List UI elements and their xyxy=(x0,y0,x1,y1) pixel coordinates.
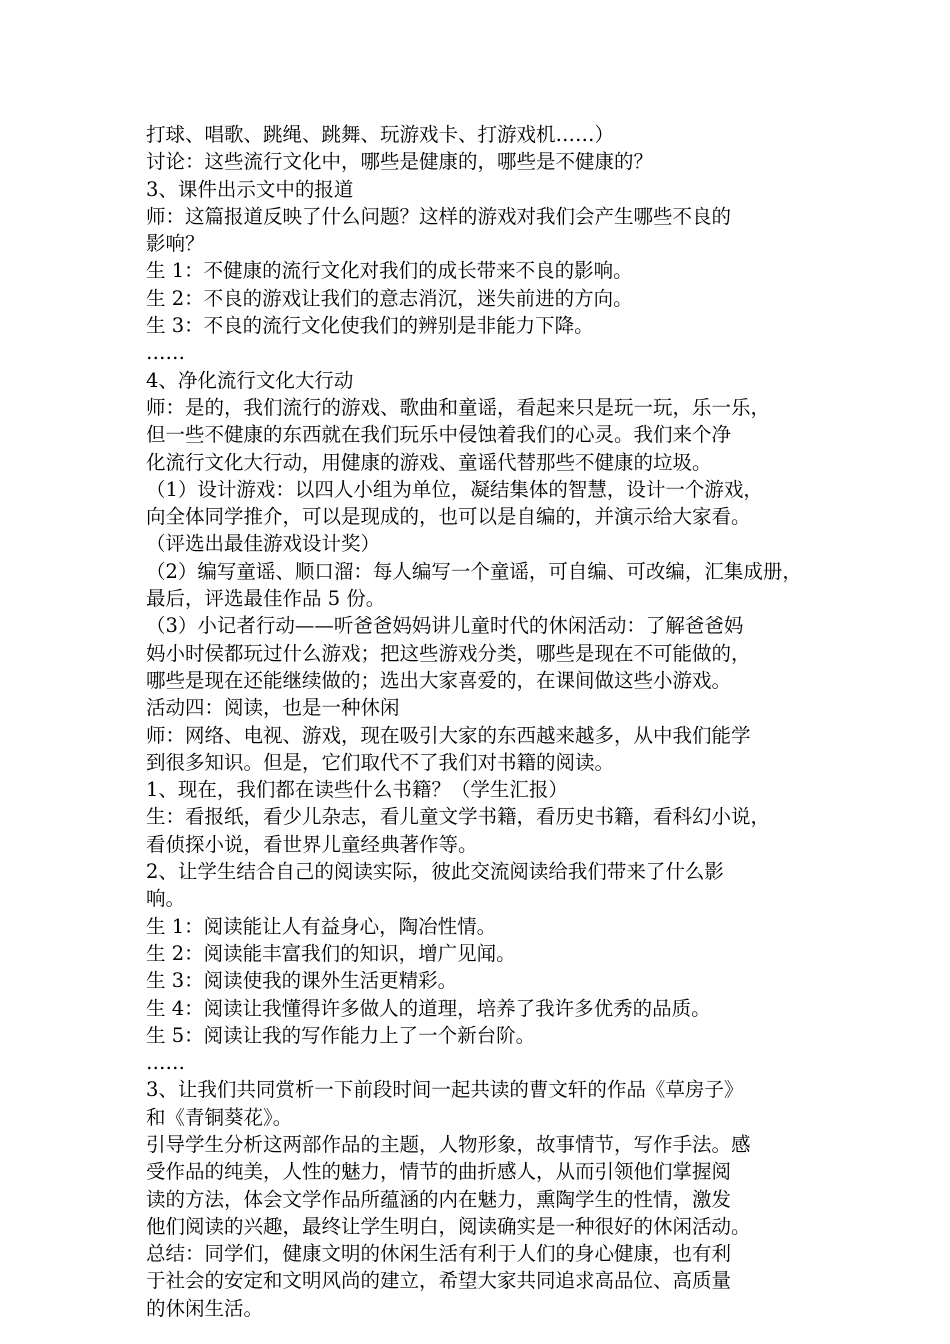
document-body xyxy=(146,121,826,1322)
text-line: 响。 xyxy=(146,887,186,911)
text-line: 总结：同学们，健康文明的休闲生活有利于人们的身心健康，也有利 xyxy=(146,1242,732,1266)
text-line: 看侦探小说，看世界儿童经典著作等。 xyxy=(146,832,478,856)
text-line: 最后，评选最佳作品 5 份。 xyxy=(146,587,386,611)
text-line: 化流行文化大行动，用健康的游戏、童谣代替那些不健康的垃圾。 xyxy=(146,450,712,474)
text-line: 生 1：不健康的流行文化对我们的成长带来不良的影响。 xyxy=(146,259,633,283)
text-line: （1）设计游戏：以四人小组为单位，凝结集体的智慧，设计一个游戏， xyxy=(146,477,763,501)
text-line: 妈小时侯都玩过什么游戏；把这些游戏分类，哪些是现在不可能做的， xyxy=(146,641,751,665)
text-line: （评选出最佳游戏设计奖） xyxy=(146,532,381,556)
text-line: 2、让学生结合自己的阅读实际，彼此交流阅读给我们带来了什么影 xyxy=(146,860,724,884)
ellipsis-line: …… xyxy=(146,1051,185,1075)
text-line: 影响？ xyxy=(146,232,205,256)
section-heading: 活动四：阅读，也是一种休闲 xyxy=(146,696,400,720)
section-heading: 4、净化流行文化大行动 xyxy=(146,368,354,392)
text-line: 打球、唱歌、跳绳、跳舞、玩游戏卡、打游戏机……） xyxy=(146,123,615,146)
text-line: 和《青铜葵花》。 xyxy=(146,1105,293,1129)
text-line: 生 1：阅读能让人有益身心，陶冶性情。 xyxy=(146,914,497,938)
text-line: 师：是的，我们流行的游戏、歌曲和童谣，看起来只是玩一玩，乐一乐， xyxy=(146,395,771,419)
text-line: 生 5：阅读让我的写作能力上了一个新台阶。 xyxy=(146,1023,536,1047)
text-line: 哪些是现在还能继续做的；选出大家喜爱的，在课间做这些小游戏。 xyxy=(146,668,732,692)
ellipsis-line: …… xyxy=(146,341,185,365)
text-line: 他们阅读的兴趣，最终让学生明白，阅读确实是一种很好的休闲活动。 xyxy=(146,1214,751,1238)
text-line: 引导学生分析这两部作品的主题，人物形象，故事情节，写作手法。感 xyxy=(146,1132,751,1156)
text-line: 师：这篇报道反映了什么问题？这样的游戏对我们会产生哪些不良的 xyxy=(146,204,732,228)
text-line: 讨论：这些流行文化中，哪些是健康的，哪些是不健康的？ xyxy=(146,150,654,174)
text-line: 生 3：阅读使我的课外生活更精彩。 xyxy=(146,969,458,993)
text-line: 生 4：阅读让我懂得许多做人的道理，培养了我许多优秀的品质。 xyxy=(146,996,711,1020)
text-line: 读的方法，体会文学作品所蕴涵的内在魅力，熏陶学生的性情，激发 xyxy=(146,1187,732,1211)
text-line: 生 2：阅读能丰富我们的知识，增广见闻。 xyxy=(146,941,516,965)
section-heading: 3、课件出示文中的报道 xyxy=(146,177,354,201)
text-line: 生 3：不良的流行文化使我们的辨别是非能力下降。 xyxy=(146,314,594,338)
text-line: 3、让我们共同赏析一下前段时间一起共读的曹文轩的作品《草房子》 xyxy=(146,1078,744,1102)
text-line: 向全体同学推介，可以是现成的，也可以是自编的，并演示给大家看。 xyxy=(146,505,751,529)
text-line: 但一些不健康的东西就在我们玩乐中侵蚀着我们的心灵。我们来个净 xyxy=(146,423,732,447)
text-line: 受作品的纯美，人性的魅力，情节的曲折感人，从而引领他们掌握阅 xyxy=(146,1160,732,1184)
text-line: 1、现在，我们都在读些什么书籍？（学生汇报） xyxy=(146,778,568,802)
text-line: 于社会的安定和文明风尚的建立，希望大家共同追求高品位、高质量 xyxy=(146,1269,732,1293)
text-line: （3）小记者行动——听爸爸妈妈讲儿童时代的休闲活动：了解爸爸妈 xyxy=(146,614,744,638)
text-line: 生：看报纸，看少儿杂志，看儿童文学书籍，看历史书籍，看科幻小说， xyxy=(146,805,771,829)
text-line: 的休闲生活。 xyxy=(146,1296,264,1320)
text-line: 师：网络、电视、游戏，现在吸引大家的东西越来越多，从中我们能学 xyxy=(146,723,751,747)
text-line: （2）编写童谣、顺口溜：每人编写一个童谣，可自编、可改编，汇集成册， xyxy=(146,559,802,583)
text-line: 生 2：不良的游戏让我们的意志消沉，迷失前进的方向。 xyxy=(146,286,633,310)
text-line: 到很多知识。但是，它们取代不了我们对书籍的阅读。 xyxy=(146,750,615,774)
